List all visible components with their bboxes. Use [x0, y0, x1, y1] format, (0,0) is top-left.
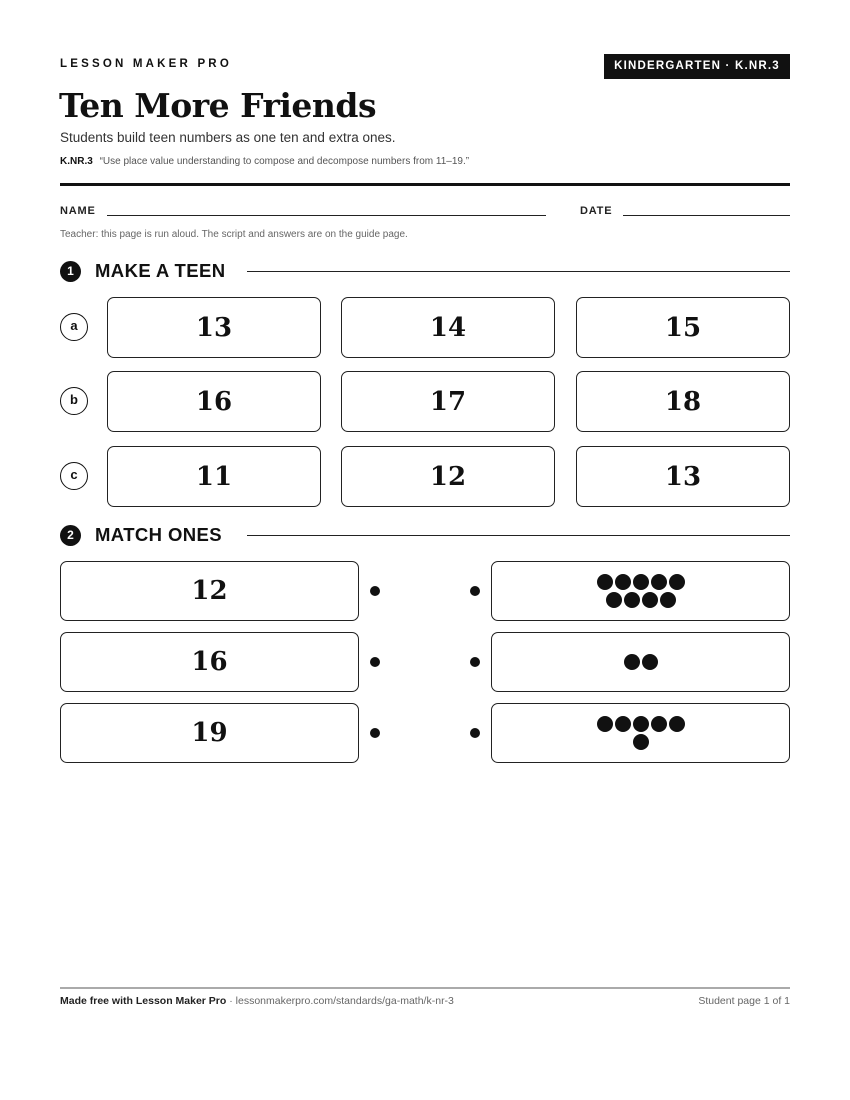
row-letter-a: a [60, 313, 88, 341]
dot-row [633, 734, 649, 750]
section-rule [247, 535, 790, 536]
header-divider [60, 183, 790, 186]
worksheet-subtitle: Students build teen numbers as one ten and extra ones. [60, 130, 396, 145]
standard-code: K.NR.3 [60, 156, 93, 167]
counting-dot [624, 592, 640, 608]
footer-divider [60, 987, 790, 989]
section-number-badge: 1 [60, 261, 81, 282]
section-rule [247, 271, 790, 272]
match-anchor-right[interactable] [470, 728, 480, 738]
name-label: NAME [60, 205, 96, 217]
match-anchor-right[interactable] [470, 586, 480, 596]
counting-dot [669, 574, 685, 590]
name-field[interactable] [107, 215, 546, 216]
dot-row [624, 654, 658, 670]
counting-dot [606, 592, 622, 608]
counting-dot [651, 716, 667, 732]
footer-made-with: Made free with Lesson Maker Pro [60, 995, 227, 1007]
match-anchor-left[interactable] [370, 728, 380, 738]
counting-dot [615, 574, 631, 590]
standard-text: “Use place value understanding to compose and decompose numbers from 11–19.” [99, 156, 470, 167]
teen-number-card[interactable]: 17 [341, 371, 555, 432]
date-label: DATE [580, 205, 613, 217]
counting-dot [642, 654, 658, 670]
standard-line [60, 156, 469, 167]
teen-number-card[interactable]: 14 [341, 297, 555, 358]
teen-number-card[interactable]: 12 [341, 446, 555, 507]
dot-row [606, 592, 676, 608]
match-number-card[interactable]: 16 [60, 632, 359, 692]
row-letter-c: c [60, 462, 88, 490]
dot-set-card[interactable] [491, 632, 790, 692]
teacher-note: Teacher: this page is run aloud. The script and answers are on the guide page. [60, 229, 408, 240]
dot-set-card[interactable] [491, 561, 790, 621]
section-match-ones-header [60, 524, 790, 546]
counting-dot [660, 592, 676, 608]
counting-dot [597, 574, 613, 590]
match-number-card[interactable]: 19 [60, 703, 359, 763]
footer-page-number: Student page 1 of 1 [698, 995, 790, 1007]
teen-number-card[interactable]: 16 [107, 371, 321, 432]
counting-dot [633, 734, 649, 750]
section-title: MATCH ONES [95, 524, 222, 545]
counting-dot [633, 716, 649, 732]
counting-dot [615, 716, 631, 732]
worksheet-title: Ten More Friends [59, 86, 377, 125]
counting-dot [669, 716, 685, 732]
section-number-badge: 2 [60, 525, 81, 546]
dot-set-card[interactable] [491, 703, 790, 763]
teen-number-card[interactable]: 18 [576, 371, 790, 432]
counting-dot [597, 716, 613, 732]
footer-credit [60, 995, 454, 1007]
row-letter-b: b [60, 387, 88, 415]
teen-number-card[interactable]: 15 [576, 297, 790, 358]
counting-dot [633, 574, 649, 590]
teen-number-card[interactable]: 13 [576, 446, 790, 507]
dot-row [597, 574, 685, 590]
counting-dot [651, 574, 667, 590]
section-title: MAKE A TEEN [95, 260, 226, 281]
date-field[interactable] [623, 215, 790, 216]
section-make-a-teen-header [60, 260, 790, 282]
footer-url: · lessonmakerpro.com/standards/ga-math/k-nr-3 [226, 995, 454, 1007]
teen-number-card[interactable]: 13 [107, 297, 321, 358]
brand-name: LESSON MAKER PRO [60, 58, 232, 70]
grade-standard-badge: KINDERGARTEN · K.NR.3 [604, 54, 790, 79]
match-anchor-right[interactable] [470, 657, 480, 667]
counting-dot [642, 592, 658, 608]
match-number-card[interactable]: 12 [60, 561, 359, 621]
match-anchor-left[interactable] [370, 586, 380, 596]
match-anchor-left[interactable] [370, 657, 380, 667]
teen-number-card[interactable]: 11 [107, 446, 321, 507]
counting-dot [624, 654, 640, 670]
dot-row [597, 716, 685, 732]
